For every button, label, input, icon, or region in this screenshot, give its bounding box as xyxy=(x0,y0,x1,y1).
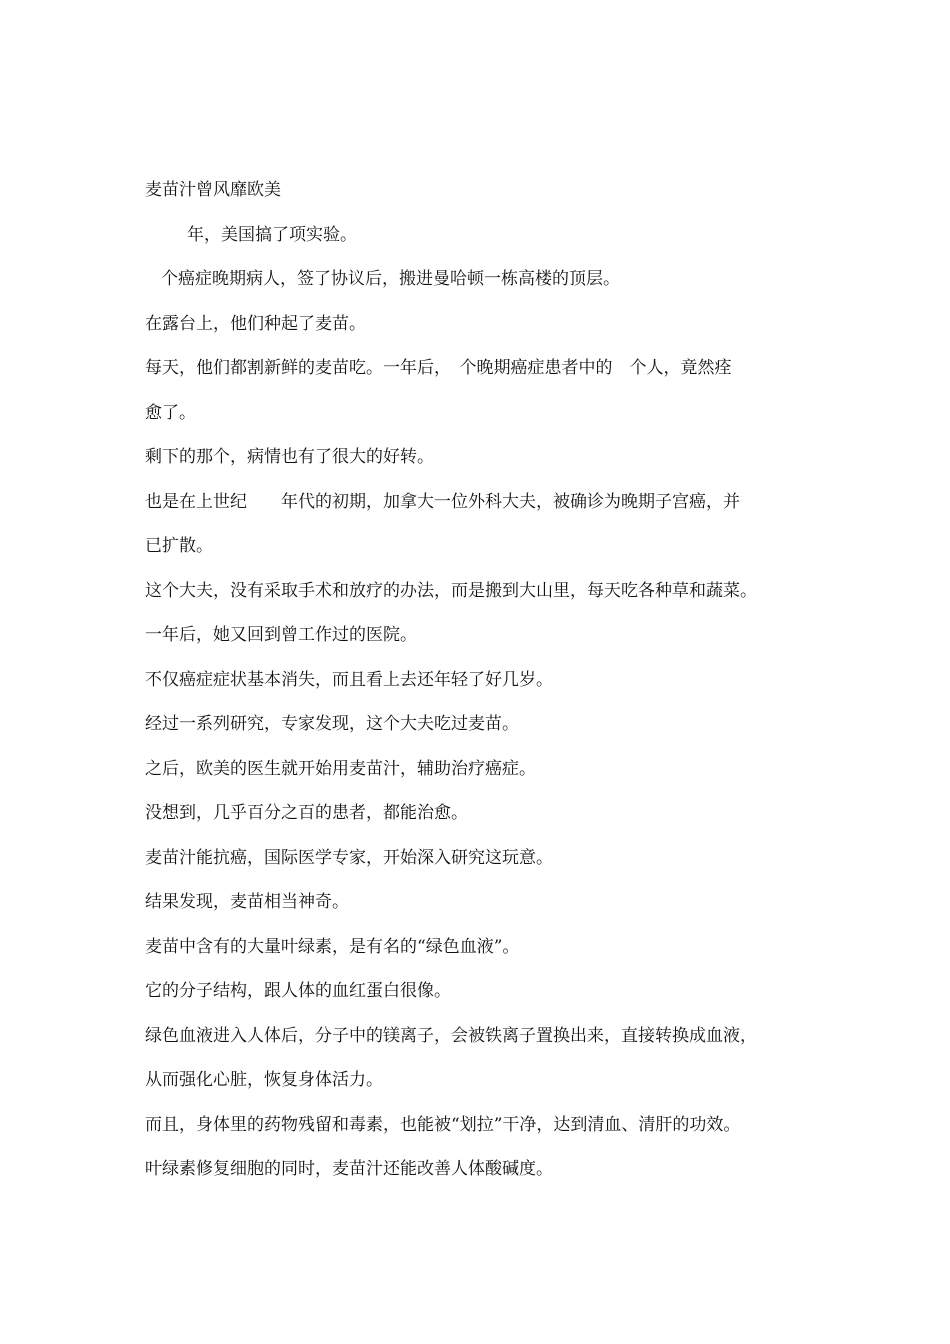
paragraph-line: 麦苗中含有的大量叶绿素，是有名的“绿色血液”。 xyxy=(145,936,520,957)
paragraph-line: 已扩散。 xyxy=(145,536,213,556)
paragraph-line: 麦苗汁能抗癌，国际医学专家，开始深入研究这玩意。 xyxy=(145,847,553,868)
paragraph-line: 它的分子结构，跟人体的血红蛋白很像。 xyxy=(145,981,451,1001)
paragraph-line: 个癌症晚期病人，签了协议后，搬进曼哈顿一栋高楼的顶层。 xyxy=(161,269,620,289)
paragraph-line: 也是在上世纪 年代的初期，加拿大一位外科大夫，被确诊为晚期子宫癌，并 xyxy=(145,491,740,512)
paragraph-line: 这个大夫，没有采取手术和放疗的办法，而是搬到大山里，每天吃各种草和蔬菜。 xyxy=(145,580,757,601)
paragraph-line: 年，美国搞了项实验。 xyxy=(153,224,357,245)
paragraph-line: 从而强化心脏，恢复身体活力。 xyxy=(145,1070,383,1090)
paragraph-line: 在露台上，他们种起了麦苗。 xyxy=(145,313,366,334)
article-body xyxy=(145,174,815,1198)
paragraph-line: 绿色血液进入人体后，分子中的镁离子，会被铁离子置换出来，直接转换成血液， xyxy=(145,1025,757,1046)
paragraph-line: 没想到，几乎百分之百的患者，都能治愈。 xyxy=(145,803,468,823)
article-title: 麦苗汁曾风靡欧美 xyxy=(145,180,281,200)
paragraph-line: 剩下的那个，病情也有了很大的好转。 xyxy=(145,447,434,467)
paragraph-line: 愈了。 xyxy=(145,402,196,423)
paragraph-line: 不仅癌症症状基本消失，而且看上去还年轻了好几岁。 xyxy=(145,669,553,690)
paragraph-line: 经过一系列研究，专家发现，这个大夫吃过麦苗。 xyxy=(145,714,519,734)
paragraph-line: 结果发现，麦苗相当神奇。 xyxy=(145,892,349,912)
paragraph-line: 而且，身体里的药物残留和毒素，也能被“划拉”干净，达到清血、清肝的功效。 xyxy=(145,1114,741,1135)
paragraph-line: 叶绿素修复细胞的同时，麦苗汁还能改善人体酸碱度。 xyxy=(145,1159,553,1179)
paragraph-line: 之后，欧美的医生就开始用麦苗汁，辅助治疗癌症。 xyxy=(145,758,536,779)
paragraph-line: 一年后，她又回到曾工作过的医院。 xyxy=(145,625,417,645)
paragraph-line: 每天，他们都割新鲜的麦苗吃。一年后， 个晚期癌症患者中的 个人，竟然痊 xyxy=(145,358,732,378)
